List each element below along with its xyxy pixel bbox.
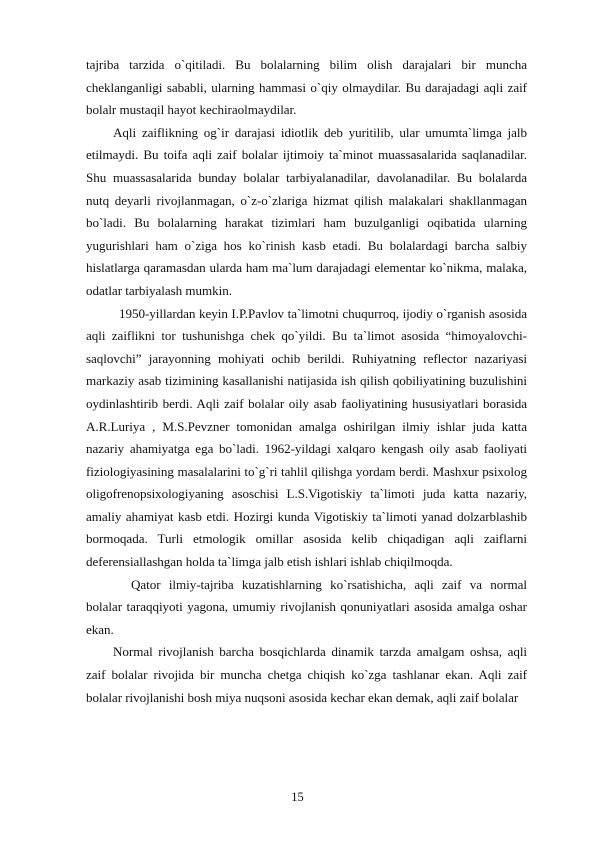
paragraph-3: 1950-yillardan keyin I.P.Pavlov ta`limotni chuqurroq, ijodiy o`rganish asosida aqli zaiflikni tor tushunishga chek qo`yildi. Bu ta`limot asosida “himoyalovchi-saqlovchi” jarayonning mohiyati ochib berildi. Ruhiyatning reflector nazariyasi markaziy asab tizimining kasallanishi natijasida ish qilish qobiliyatining buzulishini oydinlashtirib berdi. Aqli zaif bolalar oily asab faoliyatining hususiyatlari borasida A.R.Luriya , M.S.Pevzner tomonidan amalga oshirilgan ilmiy ishlar juda katta nazariy ahamiyatga ega bo`ladi. 1962-yildagi xalqaro kengash oily asab faoliyati fiziologiyasining masalalarini to`g`ri tahlil qilishga yordam berdi. Mashxur psixolog oligofrenopsixologiyaning asoschisi L.S.Vigotiskiy ta`limoti juda katta nazariy, amaliy ahamiyat kasb etdi. Hozirgi kunda Vigotiskiy ta`limoti yanad dolzarblashib bormoqada. Turli etmologik omillar asosida kelib chiqadigan aqli zaiflarni deferensiallashgan holda ta`limga jalb etish ishlari ishlab chiqilmoqda. xyxy=(86,305,527,570)
document-body xyxy=(86,54,527,709)
paragraph-1: tajriba tarzida o`qitiladi. Bu bolalarning bilim olish darajalari bir muncha cheklanganligi sababli, ularning hammasi o`qiy olmaydilar. Bu darajadagi aqli zaif bolalr mustaqil hayot kechiraolmaydilar. xyxy=(86,57,527,118)
page-number: 15 xyxy=(291,790,304,804)
paragraph-4: Qator ilmiy-tajriba kuzatishlarning ko`rsatishicha, aqli zaif va normal bolalar taraqqiyoti yagona, umumiy rivojlanish qonuniyatlari asosida amalga oshar ekan. xyxy=(86,576,527,637)
paragraph-2: Aqli zaiflikning og`ir darajasi idiotlik deb yuritilib, ular umumta`limga jalb etilmaydi. Bu toifa aqli zaif bolalar ijtimoiy ta`minot muassasalarida saqlanadilar. Shu muassasalarida bunday bolalar tarbiyalanadilar, davolanadilar. Bu bolalarda nutq deyarli rivojlanmagan, o`z-o`zlariga hizmat qilish malakalari shakllanmagan bo`ladi. Bu bolalarning harakat tizimlari ham buzulganligi oqibatida ularning yugurishlari ham o`ziga hos ko`rinish kasb etadi. Bu bolalardagi barcha salbiy hislatlarga qaramasdan ularda ham ma`lum darajadagi elementar ko`nikma, malaka, odatlar tarbiyalash mumkin. xyxy=(86,124,527,298)
paragraph-5: Normal rivojlanish barcha bosqichlarda dinamik tarzda amalgam oshsa, aqli zaif bolalar rivojida bir muncha chetga chiqish ko`zga tashlanar ekan. Aqli zaif bolalar rivojlanishi bosh miya nuqsoni asosida kechar ekan demak, aqli zaif bolalar xyxy=(86,644,527,705)
